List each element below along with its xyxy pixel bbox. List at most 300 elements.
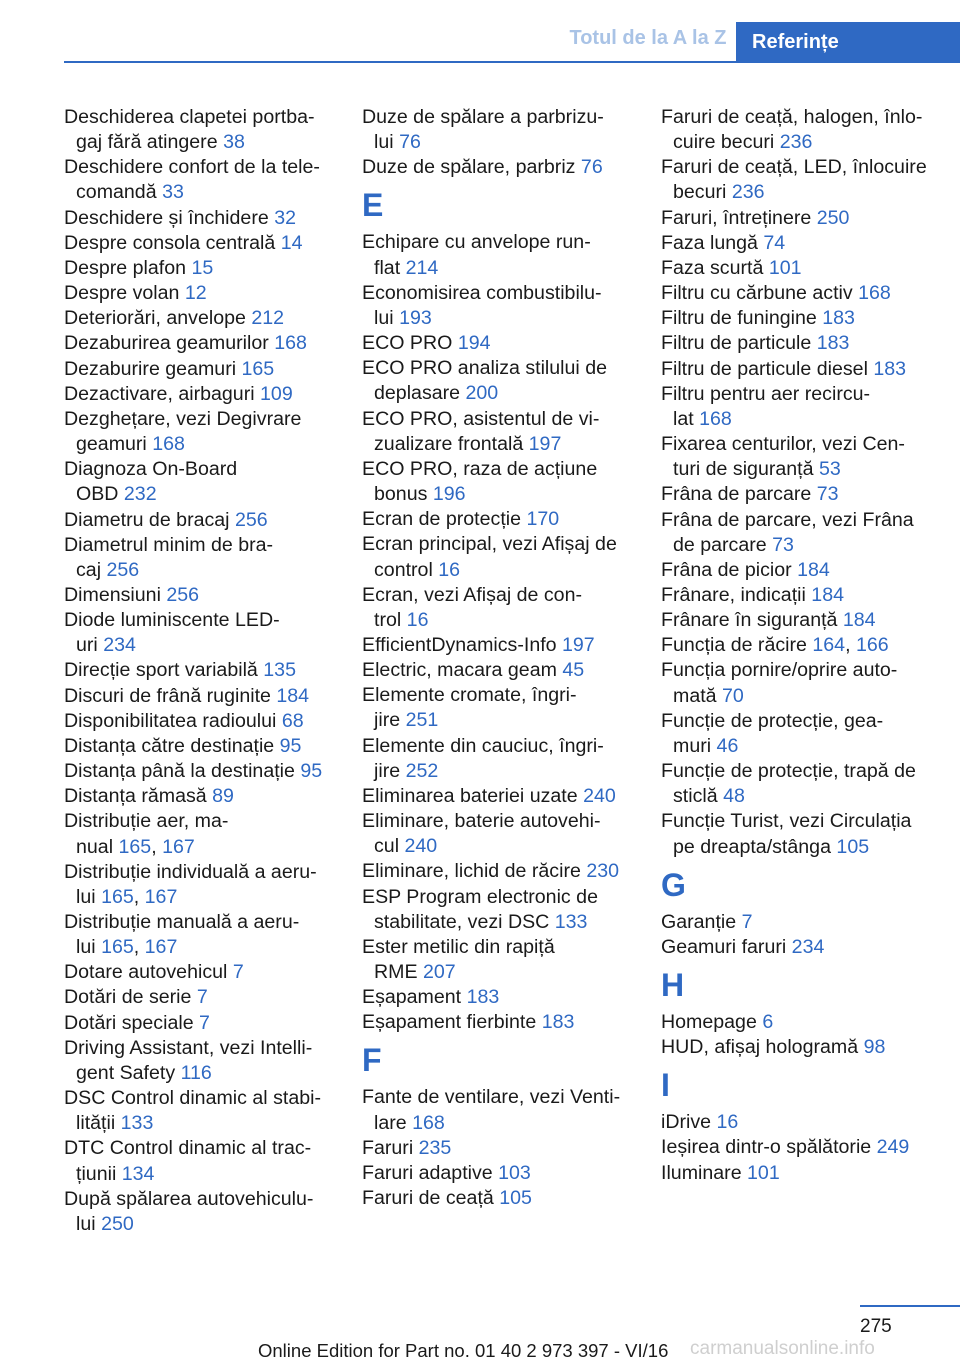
page-reference-link[interactable]: 33	[162, 181, 184, 204]
page-reference-link[interactable]: 234	[103, 634, 136, 657]
index-entry-text: jire	[374, 759, 406, 782]
page-reference-link[interactable]: 74	[763, 231, 786, 254]
page-reference-link[interactable]: 109	[260, 382, 293, 405]
index-entry	[362, 507, 630, 532]
page-reference-link[interactable]: 98	[863, 1036, 886, 1059]
index-entry-text: lui	[374, 131, 400, 154]
index-entry-text: Eșapament fierbinte	[362, 1011, 542, 1034]
index-entry-text: Faruri, întreținere	[661, 206, 817, 229]
index-entry-text: Ecran, vezi Afișaj de con-	[362, 583, 582, 606]
index-entry-text: Funcție de protecție, gea-	[661, 709, 884, 732]
index-entry	[64, 985, 332, 1010]
page-reference-link[interactable]: 76	[580, 156, 603, 179]
index-entry-text: Deschiderea clapetei portba-	[64, 106, 315, 128]
index-entry	[362, 356, 630, 406]
page-number: 275	[860, 1316, 892, 1337]
page-reference-link[interactable]: 184	[811, 583, 844, 606]
index-entry-text: Diagnoza On-Board	[64, 458, 238, 481]
index-entry	[64, 658, 332, 683]
index-entry-text: lității	[76, 1112, 121, 1135]
index-entry-text: lui	[76, 1212, 102, 1235]
index-entry	[661, 633, 929, 658]
index-entry-text: caj	[76, 558, 107, 581]
index-entry-text: Dotări de serie	[64, 986, 197, 1009]
page-reference-link[interactable]: 168	[274, 332, 307, 355]
index-entry-text: Filtru pentru aer recircu-	[661, 382, 871, 405]
index-entry	[362, 683, 630, 733]
index-letter-heading: F	[362, 1042, 382, 1079]
index-entry-text: Frâna de picior	[661, 558, 798, 581]
page-reference-link[interactable]: 184	[276, 684, 310, 707]
index-entry	[661, 432, 929, 482]
page-reference-link[interactable]: 101	[768, 256, 802, 279]
index-entry	[661, 382, 929, 432]
index-entry-text: ESP Program electronic de	[362, 885, 598, 908]
index-entry-text: Deteriorări, anvelope	[64, 307, 252, 330]
index-entry	[661, 482, 929, 507]
index-entry-text: iDrive	[661, 1111, 717, 1134]
page-reference-link[interactable]: 7	[232, 961, 244, 984]
index-entry-text: Direcție sport variabilă	[64, 659, 264, 682]
index-entry-text: Deschidere confort de la tele-	[64, 156, 320, 179]
index-entry	[661, 508, 929, 558]
page-reference-link[interactable]: 103	[498, 1161, 531, 1184]
page-reference-link[interactable]: 45	[562, 659, 585, 682]
page-reference-link[interactable]: 38	[223, 131, 245, 154]
index-entry	[64, 860, 332, 910]
index-entry-text: ECO PRO, raza de acțiune	[362, 457, 598, 480]
index-entry-text: Frâna de parcare	[661, 483, 817, 506]
page-reference-link[interactable]: 70	[722, 684, 744, 707]
index-entry-text: Faruri de ceață, LED, înlocuire	[661, 156, 927, 179]
index-entry	[362, 784, 630, 809]
index-entry-text: nual	[76, 835, 119, 858]
index-entry	[661, 331, 929, 356]
page-reference-link[interactable]: 32	[274, 206, 296, 229]
page-reference-link[interactable]: 135	[263, 659, 296, 682]
index-entry-text: Homepage	[661, 1011, 763, 1033]
index-entry-text: După spălarea autovehiculu-	[64, 1187, 314, 1210]
edition-note: Online Edition for Part no. 01 40 2 973 397 - VI/16	[258, 1340, 669, 1361]
page-separator: ,	[151, 835, 163, 858]
page-reference-link[interactable]: 7	[196, 986, 208, 1009]
index-entry-text: Ecran principal, vezi Afișaj de	[362, 533, 617, 556]
index-entry	[362, 1136, 630, 1161]
index-entry-text: deplasare	[374, 382, 466, 405]
page-reference-link[interactable]: 133	[554, 910, 588, 933]
index-entry-text: Distribuție aer, ma-	[64, 810, 229, 833]
page-reference-link[interactable]: 14	[280, 231, 303, 254]
page-reference-link[interactable]: 95	[300, 760, 323, 783]
index-entry-text: lare	[374, 1111, 413, 1134]
index-entry	[362, 885, 630, 935]
page-reference-link[interactable]: 240	[404, 835, 438, 858]
index-entry	[362, 985, 630, 1010]
index-entry-text: flat	[374, 256, 406, 279]
page-reference-link[interactable]: 53	[818, 458, 841, 481]
index-entry	[64, 1187, 332, 1237]
index-entry-text: Dimensiuni	[64, 583, 167, 606]
page-reference-link[interactable]: 250	[101, 1212, 134, 1235]
page-reference-link[interactable]: 68	[281, 709, 304, 732]
index-entry-text: mată	[673, 684, 723, 707]
page-reference-link[interactable]: 256	[234, 508, 268, 531]
page-reference-link[interactable]: 252	[405, 759, 439, 782]
index-entry-text: Disponibilitatea radioului	[64, 709, 282, 732]
page-reference-link[interactable]: 183	[822, 307, 855, 330]
index-entry	[64, 256, 332, 281]
index-entry-text: Eșapament	[362, 986, 467, 1009]
index-entry-text: Despre consola centrală	[64, 231, 281, 254]
page-reference-link[interactable]: 167	[162, 835, 195, 858]
page-reference-link[interactable]: 256	[106, 558, 140, 581]
index-entry	[661, 935, 929, 960]
index-entry-text: gaj fără atingere	[76, 131, 224, 154]
page-reference-link[interactable]: 166	[855, 634, 889, 657]
index-entry	[661, 306, 929, 331]
page-reference-link[interactable]: 16	[716, 1111, 739, 1134]
index-entry	[661, 1161, 929, 1186]
index-entry	[362, 1010, 630, 1035]
index-entry	[362, 1161, 630, 1186]
index-entry-text: Diode luminiscente LED-	[64, 609, 280, 632]
index-entry	[661, 658, 929, 708]
index-entry-text: Frânare, indicații	[661, 583, 812, 606]
index-entry	[661, 1010, 929, 1035]
index-entry	[661, 1035, 929, 1060]
index-entry-text: lat	[673, 407, 700, 430]
page-reference-link[interactable]: 230	[586, 860, 620, 883]
index-entry	[64, 331, 332, 356]
index-entry	[64, 1086, 332, 1136]
index-entry-text: Ieșirea dintr-o spălătorie	[661, 1136, 877, 1159]
index-entry-text: becuri	[673, 181, 732, 204]
index-entry-text: sticlă	[673, 785, 724, 808]
index-entry	[64, 306, 332, 331]
index-entry-text: zualizare frontală	[374, 432, 529, 455]
page-reference-link[interactable]: 256	[166, 583, 200, 606]
page-reference-link[interactable]: 194	[457, 332, 491, 355]
index-letter-heading: I	[661, 1067, 670, 1104]
page-reference-link[interactable]: 101	[747, 1161, 780, 1184]
index-entry-text: Faza lungă	[661, 231, 764, 254]
index-entry-text: Frâna de parcare, vezi Frâna	[661, 508, 914, 531]
index-entry-text: țiunii	[76, 1162, 122, 1185]
index-entry-text: Eliminarea bateriei uzate	[362, 784, 584, 807]
index-entry-text: Dezghețare, vezi Degivrare	[64, 407, 302, 430]
page-reference-link[interactable]: 183	[873, 357, 907, 380]
index-entry-text: de parcare	[673, 533, 773, 556]
page-reference-link[interactable]: 73	[816, 483, 839, 506]
page-reference-link[interactable]: 168	[699, 407, 732, 430]
index-entry-text: Funcție Turist, vezi Circulația	[661, 810, 912, 833]
index-entry	[64, 784, 332, 809]
index-entry-text: DSC Control dinamic al stabi-	[64, 1087, 321, 1110]
page-reference-link[interactable]: 89	[212, 785, 234, 808]
index-entry	[64, 1036, 332, 1086]
page-reference-link[interactable]: 236	[779, 131, 813, 154]
index-entry-text: Ecran de protecție	[362, 508, 527, 531]
page-reference-link[interactable]: 167	[144, 936, 178, 959]
page-reference-link[interactable]: 165	[101, 936, 134, 959]
page-reference-link[interactable]: 16	[406, 608, 429, 631]
index-entry-text: Distanța până la destinație	[64, 760, 301, 783]
index-entry-text: Despre plafon	[64, 256, 192, 279]
index-entry	[362, 734, 630, 784]
index-entry-text: Eliminare, baterie autovehi-	[362, 810, 601, 833]
page-reference-link[interactable]: 48	[723, 785, 745, 808]
page-reference-link[interactable]: 167	[144, 885, 178, 908]
header-tab-references: Referințe	[736, 22, 960, 62]
index-entry-text: Filtru de particule diesel	[661, 357, 874, 380]
page-reference-link[interactable]: 207	[422, 961, 456, 983]
index-entry-text: Elemente cromate, îngri-	[362, 684, 577, 707]
index-entry-text: Faruri de ceață, halogen, înlo-	[661, 106, 923, 128]
index-entry	[64, 1136, 332, 1186]
index-entry	[661, 357, 929, 382]
page-reference-link[interactable]: 183	[466, 986, 500, 1009]
index-entry-text: DTC Control dinamic al trac-	[64, 1137, 312, 1160]
index-entry	[64, 457, 332, 507]
index-entry	[362, 935, 630, 985]
index-entry	[661, 558, 929, 583]
index-entry	[362, 331, 630, 356]
index-entry-text: lui	[76, 885, 102, 908]
index-entry	[661, 256, 929, 281]
page-reference-link[interactable]: 234	[791, 935, 825, 958]
index-entry	[64, 608, 332, 658]
index-entry-text: OBD	[76, 483, 124, 506]
page-reference-link[interactable]: 6	[762, 1011, 774, 1033]
index-entry-text: ECO PRO, asistentul de vi-	[362, 407, 600, 430]
index-entry-text: Dezaburirea geamurilor	[64, 332, 275, 355]
index-entry-text: bonus	[374, 483, 433, 506]
index-entry	[64, 533, 332, 583]
header-divider	[64, 61, 960, 63]
index-entry	[661, 809, 929, 859]
index-entry	[64, 155, 332, 205]
index-entry	[362, 457, 630, 507]
index-entry	[661, 1135, 929, 1160]
index-entry	[64, 407, 332, 457]
index-entry	[661, 608, 929, 633]
index-entry-text: comandă	[76, 181, 163, 204]
index-entry-text: Eliminare, lichid de răcire	[362, 860, 587, 883]
page-reference-link[interactable]: 184	[797, 558, 830, 581]
index-entry	[362, 633, 630, 658]
index-entry	[64, 759, 332, 784]
watermark: carmanualsonline.info	[690, 1338, 875, 1359]
index-entry-text: Iluminare	[661, 1161, 748, 1184]
index-entry-text: RME	[374, 961, 423, 983]
index-entry	[64, 508, 332, 533]
index-entry-text: Duze de spălare, parbriz	[362, 156, 581, 179]
page-reference-link[interactable]: 236	[731, 181, 765, 204]
page-reference-link[interactable]: 7	[199, 1011, 210, 1034]
index-entry-text: stabilitate, vezi DSC	[374, 910, 555, 933]
index-entry	[64, 105, 332, 155]
index-entry	[64, 709, 332, 734]
index-entry-text: Driving Assistant, vezi Intelli-	[64, 1036, 313, 1059]
page-separator: ,	[133, 885, 145, 908]
page-reference-link[interactable]: 183	[541, 1011, 575, 1034]
index-column-1	[64, 105, 332, 1237]
index-entry	[661, 910, 929, 935]
index-entry-text: geamuri	[76, 433, 153, 456]
index-entry-text: Distribuție individuală a aeru-	[64, 860, 317, 883]
index-entry-text: EfficientDynamics-Info	[362, 633, 563, 656]
index-entry	[64, 281, 332, 306]
page-reference-link[interactable]: 232	[123, 483, 157, 506]
index-entry-text: uri	[76, 634, 104, 657]
index-entry-text: jire	[374, 709, 406, 732]
page-reference-link[interactable]: 235	[418, 1136, 452, 1159]
index-entry-text: turi de siguranță	[673, 458, 819, 481]
page-reference-link[interactable]: 46	[716, 734, 739, 757]
page-reference-link[interactable]: 200	[465, 382, 499, 405]
index-letter-heading: G	[661, 866, 686, 903]
page-reference-link[interactable]: 196	[432, 483, 466, 506]
index-entry-text: Faruri adaptive	[362, 1161, 499, 1184]
index-entry-text: cuire becuri	[673, 131, 780, 154]
index-entry	[362, 532, 630, 582]
index-entry	[362, 809, 630, 859]
index-entry	[64, 910, 332, 960]
page-reference-link[interactable]: 116	[180, 1061, 212, 1084]
page-reference-link[interactable]: 249	[876, 1136, 910, 1159]
page-reference-link[interactable]: 250	[816, 206, 850, 229]
index-entry	[64, 809, 332, 859]
page-reference-link[interactable]: 16	[438, 558, 461, 581]
index-entry-text: Echipare cu anvelope run-	[362, 231, 591, 254]
footer-divider	[860, 1305, 960, 1307]
index-entry	[362, 407, 630, 457]
index-entry	[362, 230, 630, 280]
index-entry-text: Dezaburire geamuri	[64, 357, 242, 380]
index-entry-text: control	[374, 558, 439, 581]
page-reference-link[interactable]: 214	[405, 256, 439, 279]
index-entry-text: Filtru de funingine	[661, 307, 823, 330]
index-entry	[661, 155, 929, 205]
index-entry-text: muri	[673, 734, 717, 757]
index-entry-text: Dotări speciale	[64, 1011, 200, 1034]
index-entry	[362, 281, 630, 331]
page-reference-link[interactable]: 15	[191, 256, 214, 279]
page-separator: ,	[133, 936, 145, 959]
header-section-title: Totul de la A la Z	[569, 27, 727, 49]
page-reference-link[interactable]: 240	[583, 784, 616, 807]
index-entry-text: Funcția pornire/oprire auto-	[661, 659, 898, 682]
page-header	[0, 0, 960, 62]
index-entry-text: Diametru de bracaj	[64, 508, 235, 531]
index-entry	[362, 859, 630, 884]
index-entry-text: Fixarea centurilor, vezi Cen-	[661, 433, 905, 456]
page-reference-link[interactable]: 7	[741, 910, 753, 933]
page-reference-link[interactable]: 105	[499, 1187, 532, 1210]
index-letter-heading: E	[362, 187, 384, 224]
page-reference-link[interactable]: 133	[120, 1112, 154, 1135]
page-reference-link[interactable]: 12	[184, 282, 207, 305]
index-entry-text: lui	[374, 306, 400, 329]
index-column-3	[661, 105, 929, 1186]
page-reference-link[interactable]: 197	[562, 633, 595, 656]
index-entry	[362, 658, 630, 683]
index-entry-text: Faza scurtă	[661, 256, 769, 279]
page-reference-link[interactable]: 164	[812, 634, 846, 657]
index-entry-text: Frânare în siguranță	[661, 609, 843, 632]
index-letter-heading: H	[661, 967, 685, 1003]
index-entry	[64, 960, 332, 985]
index-entry-text: ECO PRO analiza stilului de	[362, 357, 608, 380]
index-entry	[64, 206, 332, 231]
page-reference-link[interactable]: 197	[528, 432, 562, 455]
index-entry-text: Ester metilic din rapiță	[362, 935, 555, 958]
index-entry	[661, 759, 929, 809]
index-entry-text: Diametrul minim de bra-	[64, 533, 274, 556]
page-reference-link[interactable]: 76	[399, 131, 421, 154]
index-entry	[661, 281, 929, 306]
index-entry-text: Duze de spălare a parbrizu-	[362, 106, 604, 128]
index-entry	[661, 1110, 929, 1135]
page-reference-link[interactable]: 183	[816, 332, 850, 355]
page-reference-link[interactable]: 184	[842, 609, 876, 632]
page-reference-link[interactable]: 165	[101, 885, 134, 908]
page-reference-link[interactable]: 134	[121, 1162, 155, 1185]
index-entry-text: gent Safety	[76, 1061, 181, 1084]
page-reference-link[interactable]: 168	[152, 433, 185, 456]
index-entry-text: Faruri	[362, 1136, 419, 1159]
index-entry	[64, 1011, 332, 1036]
index-entry	[661, 231, 929, 256]
page-reference-link[interactable]: 212	[251, 307, 285, 330]
index-entry-text: Funcția de răcire	[661, 634, 813, 657]
page-reference-link[interactable]: 73	[772, 533, 794, 556]
index-entry	[64, 734, 332, 759]
index-entry	[64, 231, 332, 256]
page-reference-link[interactable]: 165	[118, 835, 152, 858]
page-reference-link[interactable]: 168	[412, 1111, 445, 1134]
index-entry	[661, 206, 929, 231]
index-entry-text: Garanție	[661, 910, 742, 933]
index-entry	[64, 583, 332, 608]
index-entry-text: Geamuri faruri	[661, 935, 792, 958]
index-entry-text: Distanța rămasă	[64, 785, 213, 808]
index-entry	[64, 382, 332, 407]
index-entry-text: Deschidere și închidere	[64, 206, 275, 229]
index-entry-text: Filtru de particule	[661, 332, 817, 355]
index-entry-text: Dotare autovehicul	[64, 961, 233, 984]
page-reference-link[interactable]: 95	[279, 734, 302, 757]
page-reference-link[interactable]: 168	[858, 282, 891, 305]
page-reference-link[interactable]: 105	[836, 835, 870, 858]
page-reference-link[interactable]: 251	[405, 709, 439, 732]
index-entry	[362, 1085, 630, 1135]
index-entry-text: Fante de ventilare, vezi Venti-	[362, 1086, 621, 1109]
page-reference-link[interactable]: 193	[399, 306, 432, 329]
index-entry	[64, 357, 332, 382]
index-entry	[64, 684, 332, 709]
index-entry	[362, 1186, 630, 1211]
index-entry-text: pe dreapta/stânga	[673, 835, 837, 858]
index-entry-text: Dezactivare, airbaguri	[64, 382, 261, 405]
index-entry-text: Despre volan	[64, 282, 185, 305]
index-entry-text: Funcție de protecție, trapă de	[661, 760, 916, 783]
page-reference-link[interactable]: 165	[241, 357, 275, 380]
index-entry-text: trol	[374, 608, 407, 631]
page-reference-link[interactable]: 170	[526, 508, 560, 531]
index-entry-text: Discuri de frână ruginite	[64, 684, 277, 707]
index-entry	[362, 583, 630, 633]
